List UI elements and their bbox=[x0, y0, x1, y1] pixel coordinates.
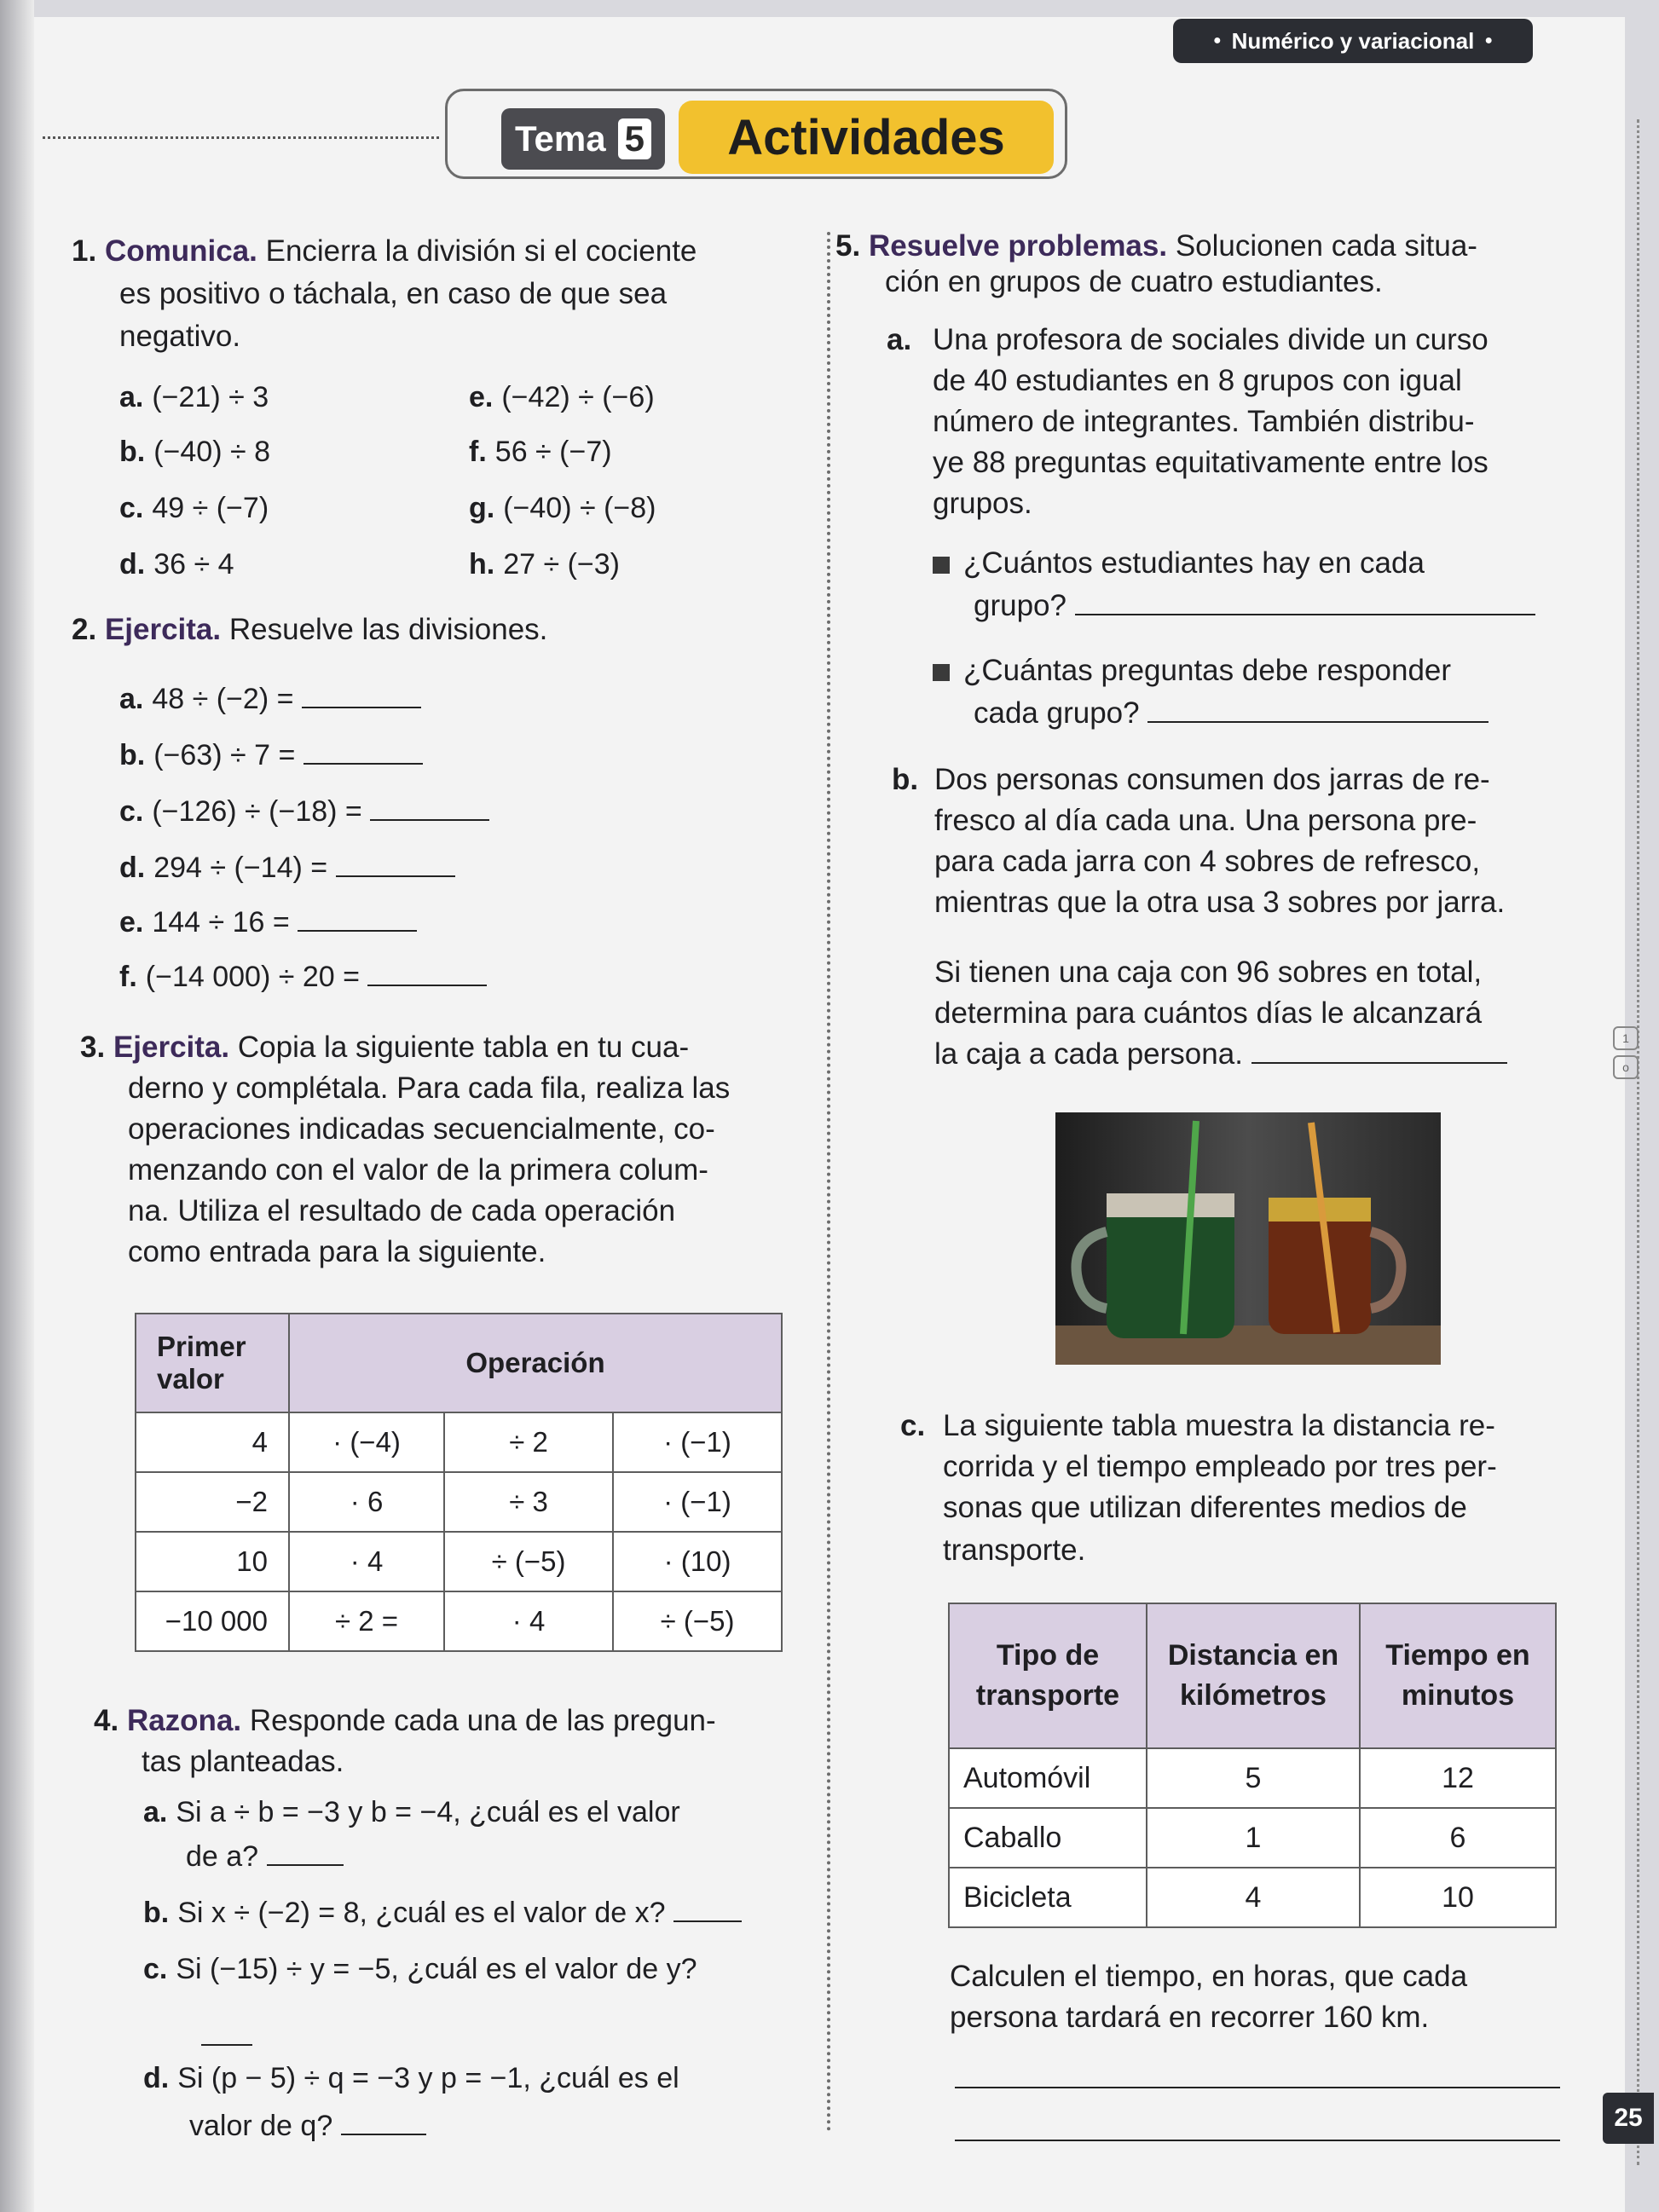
ex1-line3: negativo. bbox=[119, 320, 241, 353]
ex5a-q2: ¿Cuántas preguntas debe responder bbox=[933, 650, 1451, 691]
table-cell: −2 bbox=[136, 1472, 289, 1532]
side-marks: 1 o bbox=[1613, 1026, 1639, 1084]
table-cell: · 4 bbox=[444, 1591, 613, 1651]
table-cell: 6 bbox=[1360, 1808, 1556, 1868]
table-cell: Automóvil bbox=[949, 1748, 1147, 1808]
ex3-line3: operaciones indicadas secuencialmente, co- bbox=[128, 1112, 715, 1146]
ex2-item-f[interactable]: f. (−14 000) ÷ 20 = bbox=[119, 958, 487, 996]
table-cell: 1 bbox=[1147, 1808, 1360, 1868]
refreshment-jars-photo bbox=[1055, 1112, 1441, 1365]
answer-line[interactable] bbox=[367, 961, 487, 986]
ex4-statement: 4. Razona. Responde cada una de las pregun- bbox=[94, 1704, 716, 1737]
table-row bbox=[949, 1868, 1556, 1927]
table-cell: ÷ 2 = bbox=[289, 1591, 444, 1651]
table-header-time: Tiempo en minutos bbox=[1360, 1603, 1556, 1748]
transport-table bbox=[948, 1603, 1557, 1928]
page-number: 25 bbox=[1603, 2093, 1654, 2144]
ex5c-after1: Calculen el tiempo, en horas, que cada bbox=[950, 1960, 1468, 1993]
ex5c-line1: La siguiente tabla muestra la distancia re- bbox=[943, 1409, 1495, 1442]
ex5b-line2: fresco al día cada una. Una persona pre- bbox=[934, 804, 1477, 837]
section-title: Actividades bbox=[679, 101, 1054, 174]
ex3-line2: derno y complétala. Para cada fila, realiza las bbox=[128, 1071, 731, 1105]
table-cell: ÷ 3 bbox=[444, 1472, 613, 1532]
header-divider bbox=[43, 136, 439, 139]
ex5-line2: ción en grupos de cuatro estudiantes. bbox=[885, 265, 1383, 298]
ex5a-q1-cont: grupo? bbox=[974, 585, 1535, 627]
ex3-line5: na. Utiliza el resultado de cada operación bbox=[128, 1194, 676, 1227]
table-header-operation: Operación bbox=[289, 1314, 782, 1412]
table-cell: ÷ 2 bbox=[444, 1412, 613, 1472]
table-cell: 12 bbox=[1360, 1748, 1556, 1808]
table-cell: · (−1) bbox=[613, 1472, 782, 1532]
ex5b-line7: la caja a cada persona. bbox=[934, 1033, 1507, 1075]
ex5a-line1: Una profesora de sociales divide un curso bbox=[933, 323, 1488, 356]
answer-line[interactable] bbox=[303, 739, 423, 765]
answer-line[interactable] bbox=[370, 795, 489, 821]
table-row bbox=[949, 1808, 1556, 1868]
table-cell: 5 bbox=[1147, 1748, 1360, 1808]
ex5a-line2: de 40 estudiantes en 8 grupos con igual bbox=[933, 364, 1462, 397]
ex1-item-b[interactable]: b. (−40) ÷ 8 bbox=[119, 436, 270, 468]
ex1-item-e[interactable]: e. (−42) ÷ (−6) bbox=[469, 381, 655, 413]
tema-label: Tema bbox=[515, 118, 606, 159]
bullet-square-icon bbox=[933, 557, 950, 574]
ex4-item-d-cont[interactable]: valor de q? bbox=[189, 2107, 426, 2145]
tema-number: 5 bbox=[618, 118, 651, 159]
ex3-line6: como entrada para la siguiente. bbox=[128, 1235, 546, 1268]
area-tag: ● Numérico y variacional ● bbox=[1173, 19, 1533, 63]
table-cell: 10 bbox=[136, 1532, 289, 1591]
ex5-statement: 5. Resuelve problemas. Solucionen cada situa- bbox=[835, 229, 1477, 263]
table-row bbox=[136, 1591, 782, 1651]
answer-line[interactable] bbox=[955, 2063, 1560, 2088]
ex1-statement: 1. Comunica. Encierra la división si el cociente bbox=[72, 234, 697, 268]
table-cell: · (−1) bbox=[613, 1412, 782, 1472]
tema-badge bbox=[501, 108, 665, 170]
column-divider bbox=[827, 232, 830, 2133]
ex1-item-c[interactable]: c. 49 ÷ (−7) bbox=[119, 492, 269, 524]
ex2-statement: 2. Ejercita. Resuelve las divisiones. bbox=[72, 613, 548, 646]
table-cell: 4 bbox=[1147, 1868, 1360, 1927]
table-cell: · (−4) bbox=[289, 1412, 444, 1472]
table-cell: Bicicleta bbox=[949, 1868, 1147, 1927]
table-row bbox=[136, 1472, 782, 1532]
table-cell: −10 000 bbox=[136, 1591, 289, 1651]
ex2-item-c[interactable]: c. (−126) ÷ (−18) = bbox=[119, 793, 489, 830]
ex1-item-f[interactable]: f. 56 ÷ (−7) bbox=[469, 436, 612, 468]
ex5c-after2: persona tardará en recorrer 160 km. bbox=[950, 2001, 1430, 2034]
ex5a-label: a. bbox=[887, 323, 912, 356]
ex4-item-a-cont[interactable]: de a? bbox=[186, 1838, 344, 1875]
table-cell: 4 bbox=[136, 1412, 289, 1472]
ex3-statement: 3. Ejercita. Copia la siguiente tabla en tu cua- bbox=[80, 1031, 690, 1064]
table-row bbox=[136, 1532, 782, 1591]
ex1-item-h[interactable]: h. 27 ÷ (−3) bbox=[469, 548, 620, 580]
ex5b-line1: Dos personas consumen dos jarras de re- bbox=[934, 763, 1490, 796]
page-binding-shadow bbox=[0, 0, 34, 2212]
ex2-item-d[interactable]: d. 294 ÷ (−14) = bbox=[119, 849, 455, 887]
ex5c-line3: sonas que utilizan diferentes medios de bbox=[943, 1491, 1467, 1524]
ex5c-line2: corrida y el tiempo empleado por tres per- bbox=[943, 1450, 1497, 1483]
ex5b-line6: determina para cuántos días le alcanzará bbox=[934, 996, 1483, 1030]
ex1-item-d[interactable]: d. 36 ÷ 4 bbox=[119, 548, 234, 580]
ex4-item-d[interactable]: d. Si (p − 5) ÷ q = −3 y p = −1, ¿cuál es el bbox=[143, 2062, 679, 2094]
ex1-item-a[interactable]: a. (−21) ÷ 3 bbox=[119, 381, 269, 413]
ex5c-line4: transporte. bbox=[943, 1533, 1086, 1567]
operations-table bbox=[135, 1313, 783, 1652]
answer-line[interactable] bbox=[341, 2110, 426, 2135]
ex4-item-b[interactable]: b. Si x ÷ (−2) = 8, ¿cuál es el valor de x? bbox=[143, 1894, 742, 1932]
table-cell: Caballo bbox=[949, 1808, 1147, 1868]
ex5a-line3: número de integrantes. También distribu- bbox=[933, 405, 1475, 438]
answer-line[interactable] bbox=[267, 1840, 344, 1866]
ex4-item-c[interactable]: c. Si (−15) ÷ y = −5, ¿cuál es el valor de y? bbox=[143, 1953, 697, 1985]
answer-line[interactable] bbox=[1251, 1038, 1507, 1064]
ex3-line4: menzando con el valor de la primera colum- bbox=[128, 1153, 708, 1187]
answer-line[interactable] bbox=[302, 683, 421, 708]
ex4-line2: tas planteadas. bbox=[142, 1745, 344, 1778]
ex1-item-g[interactable]: g. (−40) ÷ (−8) bbox=[469, 492, 656, 524]
table-cell: · (10) bbox=[613, 1532, 782, 1591]
table-header-distance: Distancia en kilómetros bbox=[1147, 1603, 1360, 1748]
ex2-item-a[interactable]: a. 48 ÷ (−2) = bbox=[119, 680, 421, 718]
ex5b-line4: mientras que la otra usa 3 sobres por jarra. bbox=[934, 886, 1506, 919]
table-cell: 10 bbox=[1360, 1868, 1556, 1927]
ex1-line2: es positivo o táchala, en caso de que sea bbox=[119, 277, 668, 310]
table-header-transport: Tipo de transporte bbox=[949, 1603, 1147, 1748]
ex2-item-e[interactable]: e. 144 ÷ 16 = bbox=[119, 904, 417, 941]
bullet-square-icon bbox=[933, 664, 950, 681]
answer-line[interactable] bbox=[955, 2116, 1560, 2141]
answer-line[interactable] bbox=[1147, 697, 1488, 723]
ex5a-q2-cont: cada grupo? bbox=[974, 692, 1488, 734]
ex5b-label: b. bbox=[892, 763, 919, 796]
ex5b-line5: Si tienen una caja con 96 sobres en total, bbox=[934, 956, 1483, 989]
ex5a-line4: ye 88 preguntas equitativamente entre los bbox=[933, 446, 1488, 479]
answer-line[interactable] bbox=[1075, 590, 1535, 615]
ex2-item-b[interactable]: b. (−63) ÷ 7 = bbox=[119, 736, 423, 774]
answer-line[interactable] bbox=[201, 2020, 252, 2046]
ex5a-line5: grupos. bbox=[933, 487, 1032, 520]
answer-line[interactable] bbox=[298, 906, 417, 932]
table-cell: · 6 bbox=[289, 1472, 444, 1532]
table-cell: · 4 bbox=[289, 1532, 444, 1591]
ex5b-line3: para cada jarra con 4 sobres de refresco, bbox=[934, 845, 1481, 878]
ex4-item-a[interactable]: a. Si a ÷ b = −3 y b = −4, ¿cuál es el valor bbox=[143, 1796, 680, 1828]
ex5c-label: c. bbox=[900, 1409, 926, 1442]
table-row bbox=[136, 1412, 782, 1472]
table-cell: ÷ (−5) bbox=[444, 1532, 613, 1591]
table-row bbox=[949, 1748, 1556, 1808]
ex5a-q1: ¿Cuántos estudiantes hay en cada bbox=[933, 542, 1425, 584]
table-header-first-value: Primer valor bbox=[136, 1314, 289, 1412]
table-cell: ÷ (−5) bbox=[613, 1591, 782, 1651]
right-edge-dots bbox=[1637, 119, 1639, 2165]
answer-line[interactable] bbox=[673, 1897, 742, 1922]
answer-line[interactable] bbox=[336, 852, 455, 877]
